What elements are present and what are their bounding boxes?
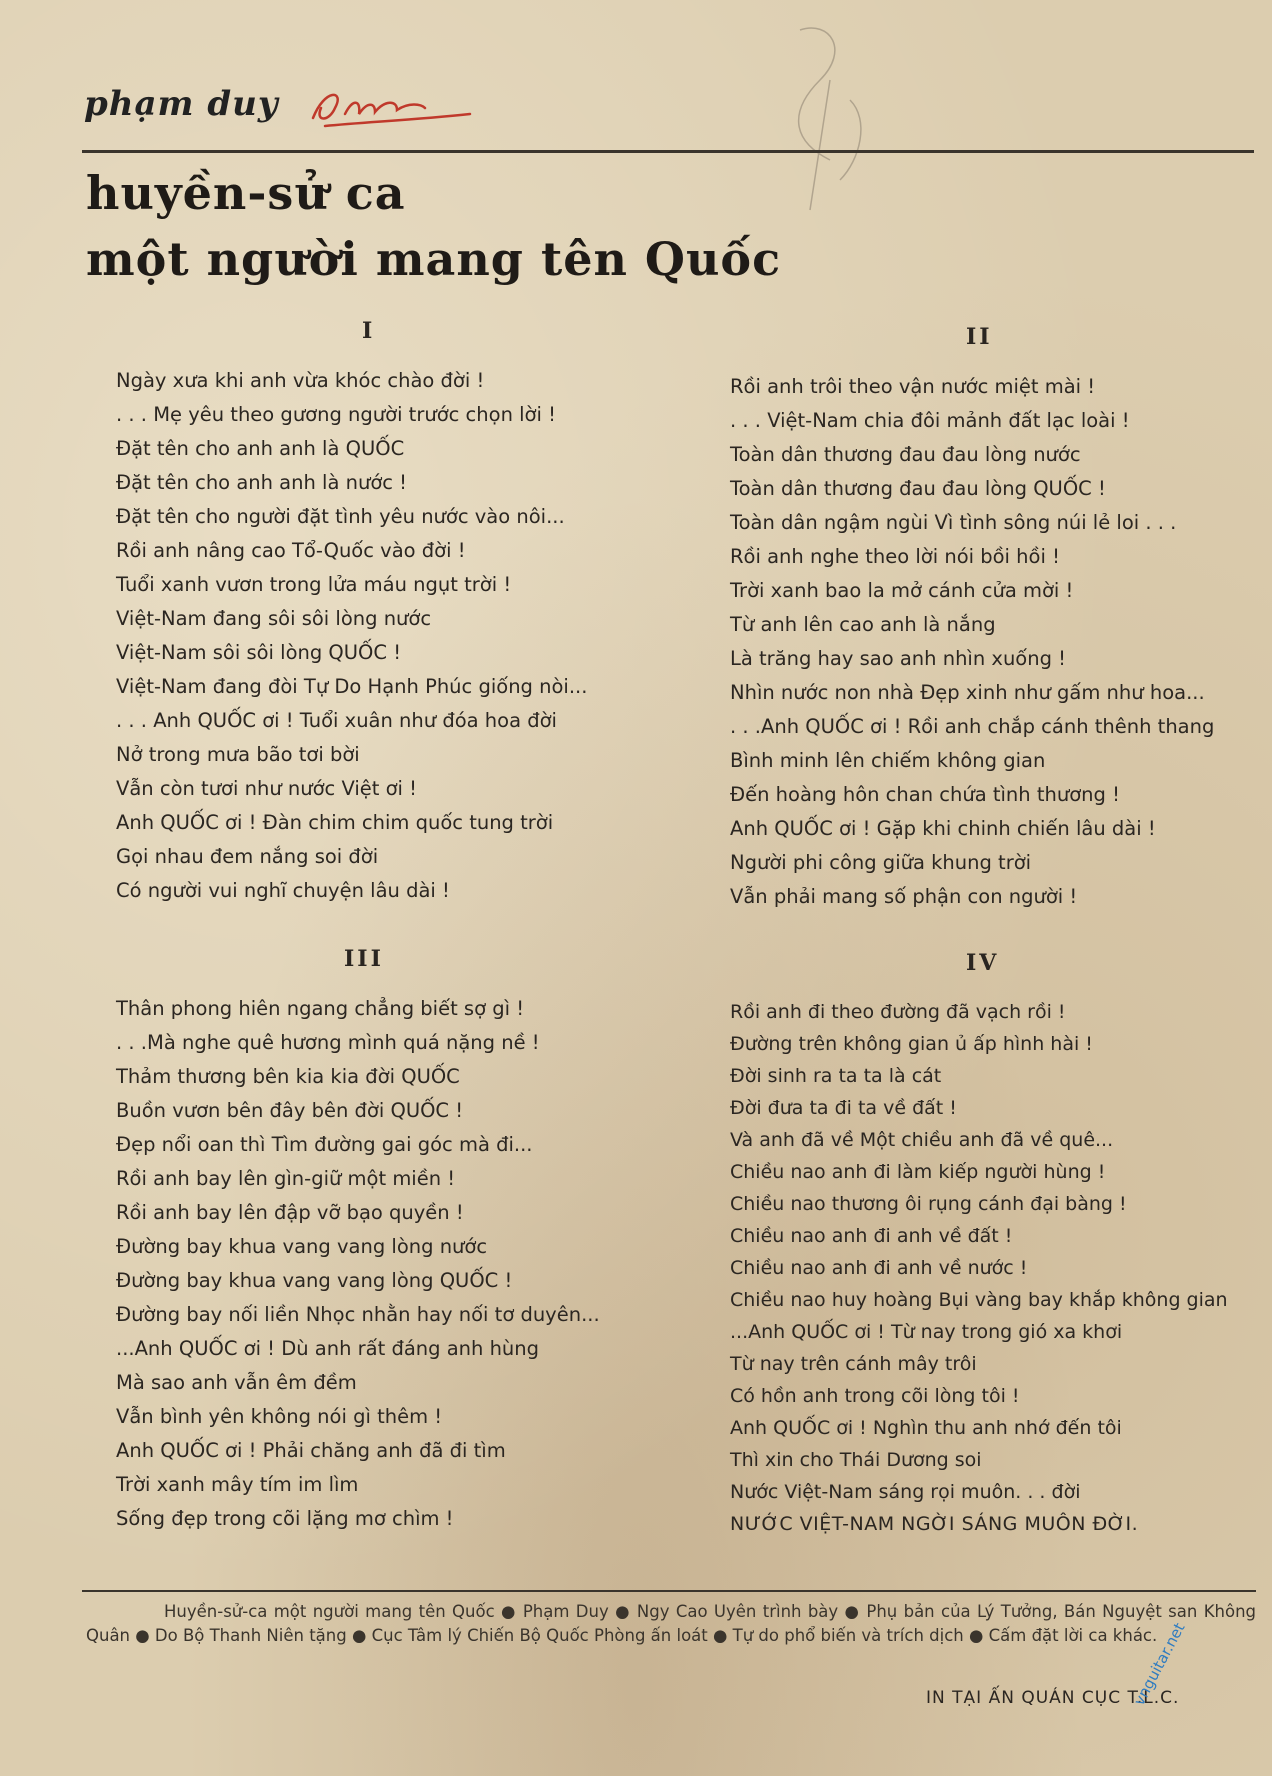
verse-line: Trời xanh bao la mở cánh cửa mời ! (730, 579, 1074, 602)
verse-line: Là trăng hay sao anh nhìn xuống ! (730, 647, 1066, 670)
verse-line: Toàn dân thương đau đau lòng QUỐC ! (730, 477, 1106, 500)
verse-line: Rồi anh nghe theo lời nói bồi hồi ! (730, 545, 1060, 568)
title-line-1: huyền-sử ca (86, 166, 406, 220)
section-label-1: I (362, 318, 376, 344)
verse-line: Ngày xưa khi anh vừa khóc chào đời ! (116, 369, 485, 392)
verse-line: Nhìn nước non nhà Đẹp xinh như gấm như hoa... (730, 681, 1205, 704)
printer-line: IN TẠI ẤN QUÁN CỤC T.L.C. (926, 1688, 1180, 1708)
verse-line: Vẫn phải mang số phận con người ! (730, 885, 1078, 908)
verse-line: Và anh đã về Một chiều anh đã về quê... (730, 1129, 1114, 1151)
verse-line: Đường bay khua vang vang lòng nước (116, 1235, 488, 1258)
verse-line: Đời sinh ra ta ta là cát (730, 1065, 942, 1087)
verse-line: . . . Anh QUỐC ơi ! Tuổi xuân như đóa hoa đời (116, 709, 557, 732)
verse-line: Toàn dân thương đau đau lòng nước (730, 443, 1081, 466)
verse-line: Nước Việt-Nam sáng rọi muôn. . . đời (730, 1481, 1081, 1503)
verse-line: Thì xin cho Thái Dương soi (730, 1449, 982, 1471)
watermark: vnguitar.net (1130, 1619, 1189, 1709)
verse-line: Nở trong mưa bão tơi bời (116, 743, 360, 766)
verse-line: Chiều nao anh đi làm kiếp người hùng ! (730, 1161, 1106, 1183)
verse-line: Rồi anh đi theo đường đã vạch rồi ! (730, 1001, 1066, 1023)
verse-line: Có hồn anh trong cõi lòng tôi ! (730, 1385, 1020, 1407)
verse-line: Đặt tên cho người đặt tình yêu nước vào nôi... (116, 505, 565, 528)
verse-line: Buồn vươn bên đây bên đời QUỐC ! (116, 1099, 464, 1122)
verse-line: Người phi công giữa khung trời (730, 851, 1032, 874)
verse-line: Đặt tên cho anh anh là QUỐC (116, 437, 405, 460)
verse-line: ...Anh QUỐC ơi ! Dù anh rất đáng anh hùng (116, 1337, 540, 1360)
verse-line: . . . Mẹ yêu theo gương người trước chọn lời ! (116, 403, 556, 426)
verse-line: Rồi anh trôi theo vận nước miệt mài ! (730, 375, 1096, 398)
verse-line: Từ anh lên cao anh là nắng (730, 613, 996, 636)
verse-line: . . .Anh QUỐC ơi ! Rồi anh chắp cánh thênh thang (730, 715, 1215, 738)
header-rule (82, 150, 1254, 153)
section-label-4: IV (966, 950, 1000, 976)
verse-line: Bình minh lên chiếm không gian (730, 749, 1046, 772)
pencil-scribble (760, 20, 920, 220)
section-label-3: III (344, 946, 384, 972)
verse-line: Chiều nao thương ôi rụng cánh đại bàng ! (730, 1193, 1127, 1215)
verse-line: Đặt tên cho anh anh là nước ! (116, 471, 407, 494)
verse-line: Thân phong hiên ngang chẳng biết sợ gì ! (116, 997, 525, 1020)
verse-line: Đường bay nối liền Nhọc nhằn hay nối tơ duyên... (116, 1303, 600, 1326)
section-label-2: II (966, 324, 993, 350)
footer-rule (82, 1590, 1256, 1592)
verse-line: Đường bay khua vang vang lòng QUỐC ! (116, 1269, 513, 1292)
verse-section-2 (730, 370, 1214, 914)
verse-line: Từ nay trên cánh mây trôi (730, 1353, 977, 1375)
verse-line: Anh QUỐC ơi ! Gặp khi chinh chiến lâu dài ! (730, 817, 1156, 840)
verse-line: Đời đưa ta đi ta về đất ! (730, 1097, 957, 1119)
verse-section-4 (730, 996, 1228, 1540)
verse-line: Chiều nao huy hoàng Bụi vàng bay khắp không gian (730, 1289, 1228, 1311)
verse-line: Vẫn còn tươi như nước Việt ơi ! (116, 777, 417, 800)
verse-line: Mà sao anh vẫn êm đềm (116, 1371, 357, 1394)
verse-line: Anh QUỐC ơi ! Phải chăng anh đã đi tìm (116, 1439, 506, 1462)
verse-section-1 (116, 364, 587, 908)
verse-line: Có người vui nghĩ chuyện lâu dài ! (116, 879, 450, 902)
verse-line: Việt-Nam sôi sôi lòng QUỐC ! (116, 641, 402, 664)
verse-line: ...Anh QUỐC ơi ! Từ nay trong gió xa khơi (730, 1321, 1123, 1343)
verse-line: . . .Mà nghe quê hương mình quá nặng nề ! (116, 1031, 540, 1054)
verse-line: Chiều nao anh đi anh về đất ! (730, 1225, 1013, 1247)
verse-line: Sống đẹp trong cõi lặng mơ chìm ! (116, 1507, 454, 1530)
verse-line: Tuổi xanh vươn trong lửa máu ngụt trời ! (116, 573, 512, 596)
author-name: phạm duy (84, 84, 279, 124)
verse-final-line: NƯỚC VIỆT-NAM NGỜI SÁNG MUÔN ĐỜI. (730, 1513, 1139, 1535)
verse-line: Trời xanh mây tím im lìm (116, 1473, 359, 1496)
verse-line: Đến hoàng hôn chan chứa tình thương ! (730, 783, 1120, 806)
verse-line: Đẹp nổi oan thì Tìm đường gai góc mà đi... (116, 1133, 533, 1156)
verse-line: Rồi anh nâng cao Tổ-Quốc vào đời ! (116, 539, 466, 562)
verse-line: Vẫn bình yên không nói gì thêm ! (116, 1405, 443, 1428)
verse-line: Gọi nhau đem nắng soi đời (116, 845, 379, 868)
verse-section-3 (116, 992, 600, 1536)
verse-line: Anh QUỐC ơi ! Nghìn thu anh nhớ đến tôi (730, 1417, 1122, 1439)
title-line-2: một người mang tên Quốc (86, 232, 782, 286)
verse-line: Rồi anh bay lên đập vỡ bạo quyền ! (116, 1201, 464, 1224)
verse-line: Anh QUỐC ơi ! Đàn chim chim quốc tung trời (116, 811, 554, 834)
verse-line: Thảm thương bên kia kia đời QUỐC (116, 1065, 460, 1088)
verse-line: Việt-Nam đang đòi Tự Do Hạnh Phúc giống nòi... (116, 675, 588, 698)
handwritten-signature (305, 78, 475, 138)
credits-paragraph: Huyền-sử-ca một người mang tên Quốc ● Phạm Duy ● Ngy Cao Uyên trình bày ● Phụ bản của Lý Tưởng, Bán Nguyệt san Không Quân ● Do Bộ Thanh Niên tặng ● Cục Tâm lý Chiến Bộ Quốc Phòng ấn loát ● Tự do phổ biến và trích dịch ● Cấm đặt lời ca khác. (86, 1602, 1256, 1645)
verse-line: Rồi anh bay lên gìn-giữ một miền ! (116, 1167, 456, 1190)
verse-line: Toàn dân ngậm ngùi Vì tình sông núi lẻ loi . . . (730, 511, 1177, 534)
verse-line: Chiều nao anh đi anh về nước ! (730, 1257, 1028, 1279)
verse-line: . . . Việt-Nam chia đôi mảnh đất lạc loài ! (730, 409, 1130, 432)
verse-line: Việt-Nam đang sôi sôi lòng nước (116, 607, 432, 630)
verse-line: Đường trên không gian ủ ấp hình hài ! (730, 1033, 1093, 1055)
